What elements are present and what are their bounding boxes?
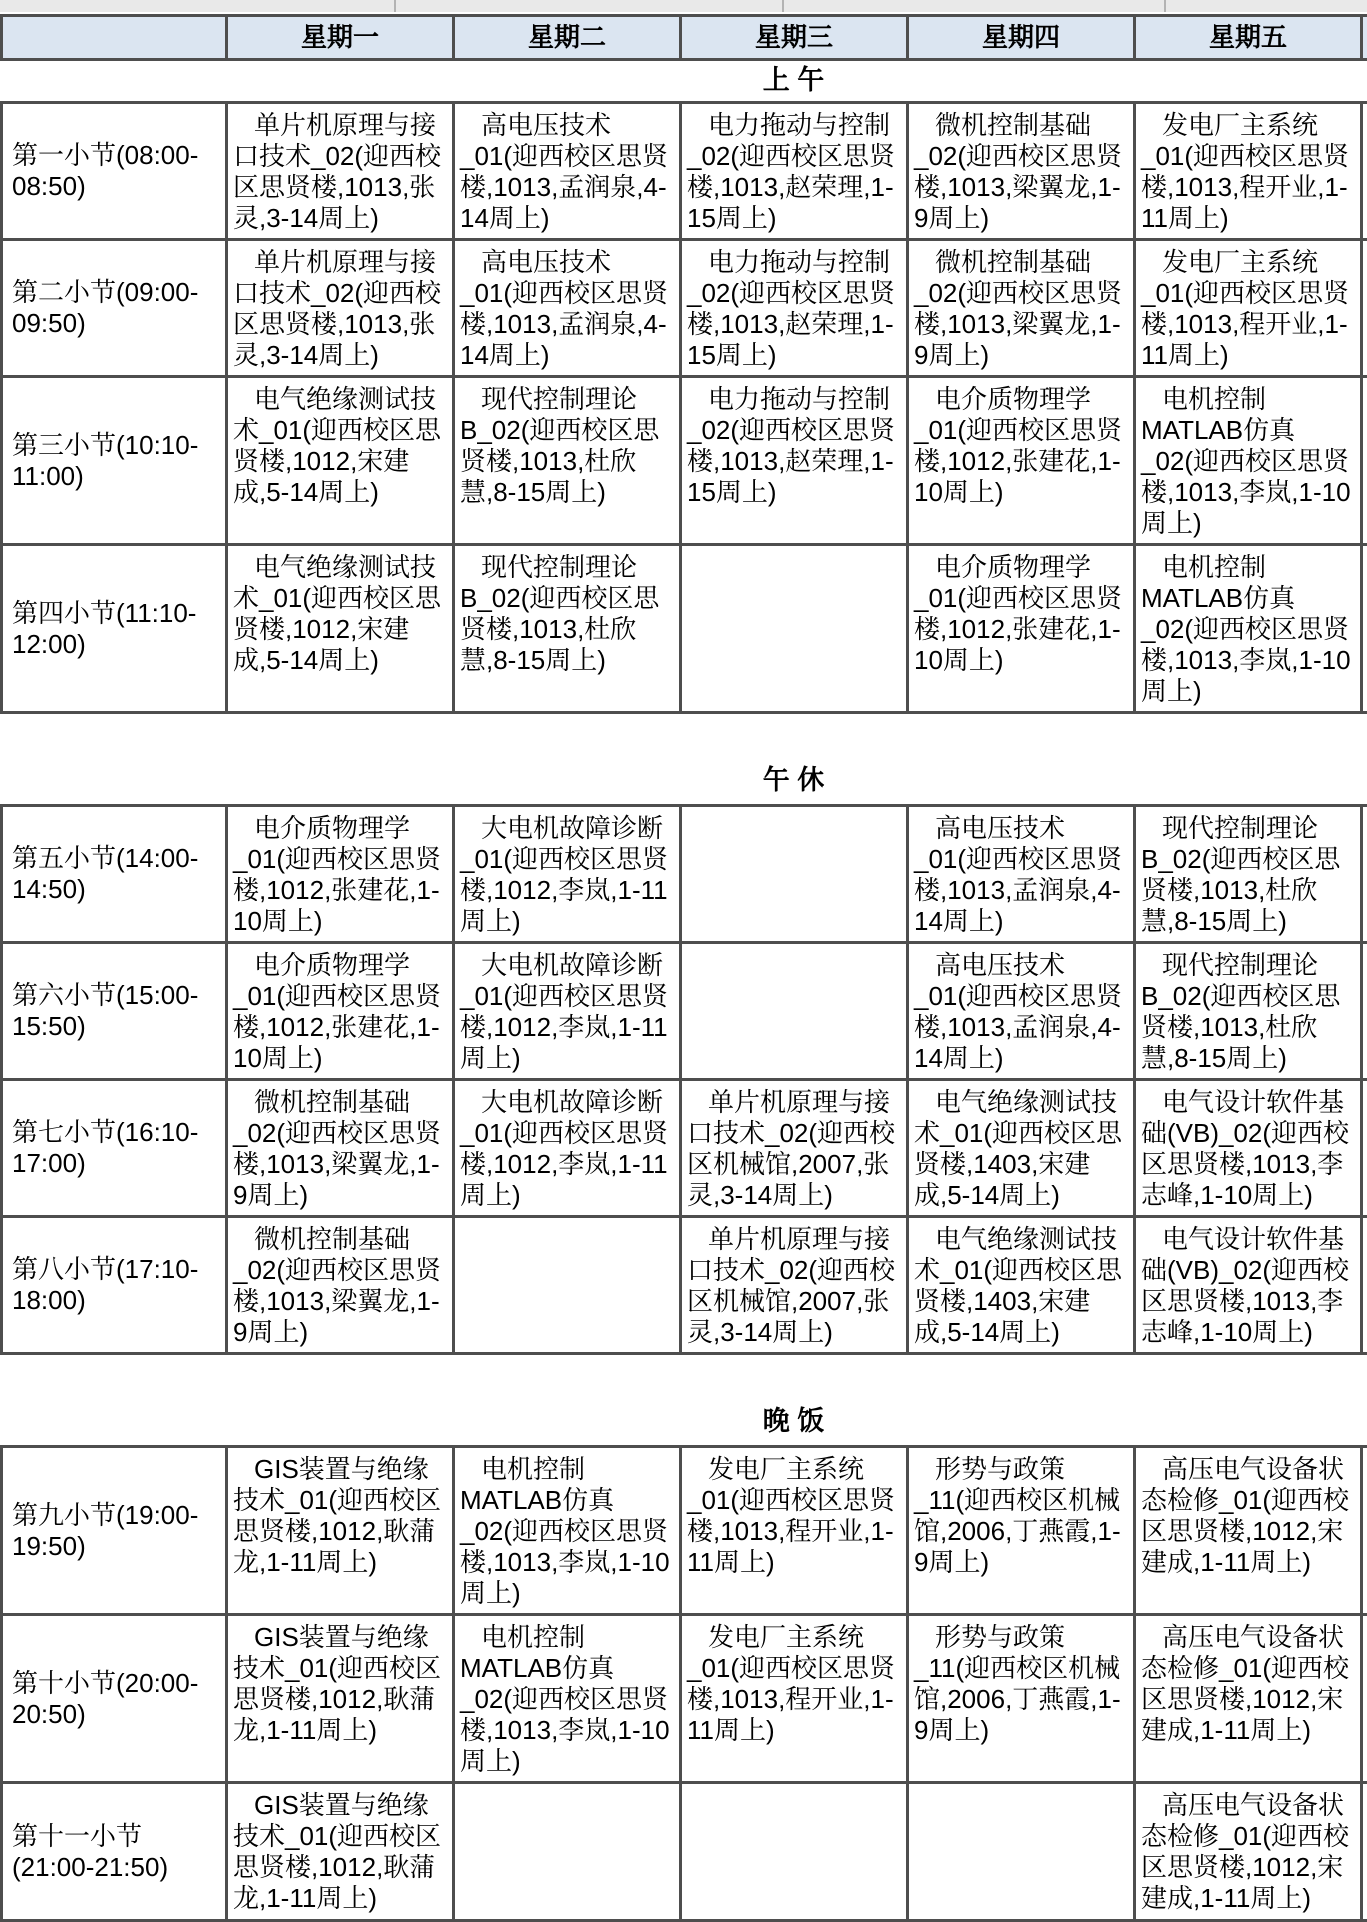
course-cell (681, 1783, 908, 1921)
course-cell: 电机控制MATLAB仿真_02(迎西校区思贤楼,1013,李岚,1-10周上) (454, 1615, 681, 1783)
course-cell: 发电厂主系统_01(迎西校区思贤楼,1013,程开业,1-11周上) (681, 1615, 908, 1783)
course-cell: 大电机故障诊断_01(迎西校区思贤楼,1012,李岚,1-11周上) (454, 943, 681, 1080)
empty-cell (1362, 943, 1367, 1080)
course-cell: 电机控制MATLAB仿真_02(迎西校区思贤楼,1013,李岚,1-10周上) (1135, 545, 1362, 713)
period-cell: 第十一小节(21:00-21:50) (2, 1783, 227, 1921)
course-cell: 电气绝缘测试技术_01(迎西校区思贤楼,1403,宋建成,5-14周上) (908, 1080, 1135, 1217)
course-cell: 高电压技术_01(迎西校区思贤楼,1013,孟润泉,4-14周上) (454, 103, 681, 240)
table-row (2, 806, 1367, 943)
empty-cell (1362, 1615, 1367, 1783)
table-row (2, 1615, 1367, 1783)
period-cell: 第五小节(14:00-14:50) (2, 806, 227, 943)
section-label-morning: 上 午 (0, 64, 1367, 96)
course-cell: 电机控制MATLAB仿真_02(迎西校区思贤楼,1013,李岚,1-10周上) (1135, 377, 1362, 545)
course-cell (454, 1217, 681, 1354)
course-cell: 电力拖动与控制_02(迎西校区思贤楼,1013,赵荣理,1-15周上) (681, 240, 908, 377)
period-cell: 第四小节(11:10-12:00) (2, 545, 227, 713)
course-cell: 微机控制基础_02(迎西校区思贤楼,1013,梁翼龙,1-9周上) (908, 240, 1135, 377)
afternoon-schedule-table (0, 804, 1367, 1355)
course-cell: 单片机原理与接口技术_02(迎西校区思贤楼,1013,张灵,3-14周上) (227, 103, 454, 240)
course-cell: GIS装置与绝缘技术_01(迎西校区思贤楼,1012,耿蒲龙,1-11周上) (227, 1783, 454, 1921)
course-cell: 高压电气设备状态检修_01(迎西校区思贤楼,1012,宋建成,1-11周上) (1135, 1615, 1362, 1783)
table-row (2, 1217, 1367, 1354)
course-cell: 微机控制基础_02(迎西校区思贤楼,1013,梁翼龙,1-9周上) (227, 1080, 454, 1217)
empty-cell (1362, 240, 1367, 377)
table-row (2, 1783, 1367, 1921)
period-cell: 第三小节(10:10-11:00) (2, 377, 227, 545)
empty-cell (1362, 103, 1367, 240)
day-header-friday: 星期五 (1135, 16, 1362, 60)
section-label-dinner: 晚 饭 (0, 1405, 1367, 1437)
grid-tick (782, 0, 784, 12)
course-cell: 高电压技术_01(迎西校区思贤楼,1013,孟润泉,4-14周上) (908, 806, 1135, 943)
period-cell: 第九小节(19:00-19:50) (2, 1447, 227, 1615)
table-row (2, 377, 1367, 545)
course-cell: 现代控制理论B_02(迎西校区思贤楼,1013,杜欣慧,8-15周上) (454, 545, 681, 713)
course-cell: 现代控制理论B_02(迎西校区思贤楼,1013,杜欣慧,8-15周上) (1135, 943, 1362, 1080)
period-cell: 第八小节(17:10-18:00) (2, 1217, 227, 1354)
empty-cell (1362, 1783, 1367, 1921)
course-cell: GIS装置与绝缘技术_01(迎西校区思贤楼,1012,耿蒲龙,1-11周上) (227, 1447, 454, 1615)
morning-schedule-table (0, 101, 1367, 714)
weekday-header-row (2, 16, 1367, 60)
course-cell: 现代控制理论B_02(迎西校区思贤楼,1013,杜欣慧,8-15周上) (1135, 806, 1362, 943)
grid-tick (394, 0, 396, 12)
course-cell: 电气绝缘测试技术_01(迎西校区思贤楼,1403,宋建成,5-14周上) (908, 1217, 1135, 1354)
table-row (2, 103, 1367, 240)
evening-schedule-table (0, 1445, 1367, 1922)
course-cell: 单片机原理与接口技术_02(迎西校区机械馆,2007,张灵,3-14周上) (681, 1217, 908, 1354)
course-cell: 电机控制MATLAB仿真_02(迎西校区思贤楼,1013,李岚,1-10周上) (454, 1447, 681, 1615)
empty-cell (1362, 545, 1367, 713)
course-cell: 电介质物理学_01(迎西校区思贤楼,1012,张建花,1-10周上) (908, 545, 1135, 713)
table-row (2, 1080, 1367, 1217)
course-cell: 大电机故障诊断_01(迎西校区思贤楼,1012,李岚,1-11周上) (454, 1080, 681, 1217)
table-row (2, 240, 1367, 377)
period-cell: 第二小节(09:00-09:50) (2, 240, 227, 377)
course-cell: 发电厂主系统_01(迎西校区思贤楼,1013,程开业,1-11周上) (1135, 240, 1362, 377)
empty-cell (1362, 377, 1367, 545)
course-cell: 形势与政策_11(迎西校区机械馆,2006,丁燕霞,1-9周上) (908, 1615, 1135, 1783)
course-cell: 微机控制基础_02(迎西校区思贤楼,1013,梁翼龙,1-9周上) (908, 103, 1135, 240)
period-cell: 第十小节(20:00-20:50) (2, 1615, 227, 1783)
course-cell: 电介质物理学_01(迎西校区思贤楼,1012,张建花,1-10周上) (227, 943, 454, 1080)
table-row (2, 1447, 1367, 1615)
section-label-noon-break: 午 休 (0, 764, 1367, 796)
course-cell: 单片机原理与接口技术_02(迎西校区思贤楼,1013,张灵,3-14周上) (227, 240, 454, 377)
corner-cell (2, 16, 227, 60)
course-cell: 发电厂主系统_01(迎西校区思贤楼,1013,程开业,1-11周上) (1135, 103, 1362, 240)
weekday-header-table (0, 14, 1367, 61)
course-cell: 现代控制理论B_02(迎西校区思贤楼,1013,杜欣慧,8-15周上) (454, 377, 681, 545)
course-cell: 单片机原理与接口技术_02(迎西校区机械馆,2007,张灵,3-14周上) (681, 1080, 908, 1217)
course-cell: 电介质物理学_01(迎西校区思贤楼,1012,张建花,1-10周上) (227, 806, 454, 943)
course-cell (681, 545, 908, 713)
course-cell: 电气设计软件基础(VB)_02(迎西校区思贤楼,1013,李志峰,1-10周上) (1135, 1217, 1362, 1354)
table-row (2, 545, 1367, 713)
day-header-thursday: 星期四 (908, 16, 1135, 60)
period-cell: 第一小节(08:00-08:50) (2, 103, 227, 240)
course-cell: 大电机故障诊断_01(迎西校区思贤楼,1012,李岚,1-11周上) (454, 806, 681, 943)
table-row (2, 943, 1367, 1080)
empty-cell (1362, 806, 1367, 943)
day-header-extra (1362, 16, 1367, 60)
course-cell: 电气绝缘测试技术_01(迎西校区思贤楼,1012,宋建成,5-14周上) (227, 377, 454, 545)
course-cell (681, 943, 908, 1080)
day-header-tuesday: 星期二 (454, 16, 681, 60)
course-cell: 电气绝缘测试技术_01(迎西校区思贤楼,1012,宋建成,5-14周上) (227, 545, 454, 713)
course-cell (681, 806, 908, 943)
course-cell: 高压电气设备状态检修_01(迎西校区思贤楼,1012,宋建成,1-11周上) (1135, 1783, 1362, 1921)
empty-cell (1362, 1217, 1367, 1354)
grid-tick (1164, 0, 1166, 12)
period-cell: 第六小节(15:00-15:50) (2, 943, 227, 1080)
course-cell (454, 1783, 681, 1921)
top-strip (0, 0, 1367, 12)
course-cell: GIS装置与绝缘技术_01(迎西校区思贤楼,1012,耿蒲龙,1-11周上) (227, 1615, 454, 1783)
course-cell: 发电厂主系统_01(迎西校区思贤楼,1013,程开业,1-11周上) (681, 1447, 908, 1615)
period-cell: 第七小节(16:10-17:00) (2, 1080, 227, 1217)
course-cell: 形势与政策_11(迎西校区机械馆,2006,丁燕霞,1-9周上) (908, 1447, 1135, 1615)
course-cell: 电气设计软件基础(VB)_02(迎西校区思贤楼,1013,李志峰,1-10周上) (1135, 1080, 1362, 1217)
course-cell: 电力拖动与控制_02(迎西校区思贤楼,1013,赵荣理,1-15周上) (681, 103, 908, 240)
course-cell: 高电压技术_01(迎西校区思贤楼,1013,孟润泉,4-14周上) (908, 943, 1135, 1080)
course-cell: 微机控制基础_02(迎西校区思贤楼,1013,梁翼龙,1-9周上) (227, 1217, 454, 1354)
course-cell: 电力拖动与控制_02(迎西校区思贤楼,1013,赵荣理,1-15周上) (681, 377, 908, 545)
day-header-monday: 星期一 (227, 16, 454, 60)
course-cell (908, 1783, 1135, 1921)
empty-cell (1362, 1447, 1367, 1615)
day-header-wednesday: 星期三 (681, 16, 908, 60)
course-cell: 高压电气设备状态检修_01(迎西校区思贤楼,1012,宋建成,1-11周上) (1135, 1447, 1362, 1615)
course-cell: 高电压技术_01(迎西校区思贤楼,1013,孟润泉,4-14周上) (454, 240, 681, 377)
course-cell: 电介质物理学_01(迎西校区思贤楼,1012,张建花,1-10周上) (908, 377, 1135, 545)
empty-cell (1362, 1080, 1367, 1217)
